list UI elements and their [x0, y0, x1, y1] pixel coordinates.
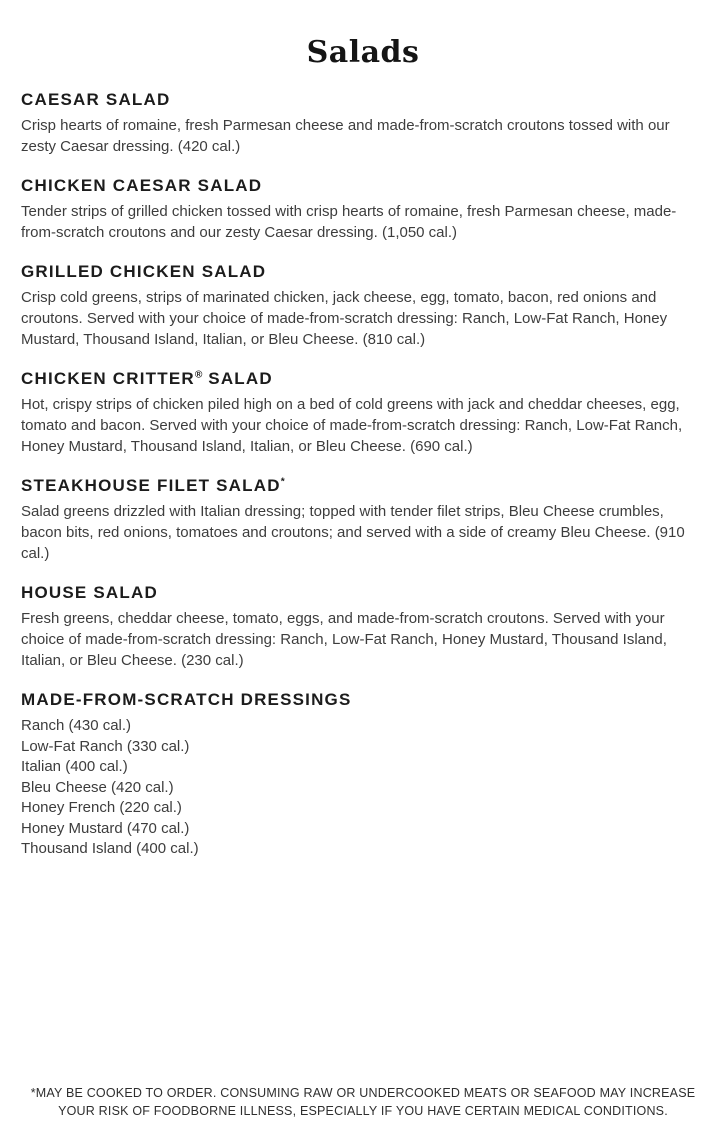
- menu-item: [21, 262, 705, 350]
- menu-item-description: Crisp cold greens, strips of marinated chicken, jack cheese, egg, tomato, bacon, red onions and croutons. Served with your choice of made-from-scratch dressing: Ranch, Low-Fat Ranch, Honey Mustard, Thousand Island, Italian, or Bleu Cheese. (810 cal.): [21, 289, 668, 348]
- dressing-item: Low-Fat Ranch (330 cal.): [21, 737, 190, 755]
- menu-item: [21, 476, 705, 564]
- dressings-section: [21, 690, 705, 860]
- menu-item-name: CAESAR SALAD: [21, 90, 171, 109]
- menu-item: [21, 176, 705, 243]
- dressings-list: [21, 716, 705, 860]
- trademark-mark: ®: [194, 369, 203, 381]
- dressings-heading: MADE-FROM-SCRATCH DRESSINGS: [21, 690, 352, 709]
- menu-item-name: CHICKEN CRITTER® SALAD: [21, 369, 273, 388]
- menu-item: [21, 369, 705, 457]
- dressing-item: Thousand Island (400 cal.): [21, 840, 199, 857]
- disclaimer-text: *MAY BE COOKED TO ORDER. CONSUMING RAW OR UNDERCOOKED MEATS OR SEAFOOD MAY INCREASE YOUR RISK OF FOODBORNE ILLNESS, ESPECIALLY IF YOU HAVE CERTAIN MEDICAL CONDITIONS.: [30, 1086, 696, 1118]
- dressing-item: Honey Mustard (470 cal.): [21, 819, 190, 837]
- menu-item-description: Hot, crispy strips of chicken piled high on a bed of cold greens with jack and cheddar cheeses, egg, tomato and bacon. Served with your choice of made-from-scratch dressing: Ranch, Low-Fat Ranch, Honey Mustard, Thousand Island, Italian, or Bleu Cheese. (690 cal.): [21, 396, 683, 455]
- menu-item-name: CHICKEN CAESAR SALAD: [21, 176, 263, 195]
- menu-item: [21, 583, 705, 671]
- disclaimer: [21, 1084, 705, 1120]
- menu-item-description: Crisp hearts of romaine, fresh Parmesan cheese and made-from-scratch croutons tossed with our zesty Caesar dressing. (420 cal.): [21, 117, 670, 155]
- menu-item-name: HOUSE SALAD: [21, 583, 158, 602]
- dressing-item: Bleu Cheese (420 cal.): [21, 778, 174, 796]
- menu-item-description: Fresh greens, cheddar cheese, tomato, eggs, and made-from-scratch croutons. Served with your choice of made-from-scratch dressing: Ranch, Low-Fat Ranch, Honey Mustard, Thousand Island, Italian, or Bleu Cheese. (230 cal.): [21, 610, 667, 669]
- menu-item-name: STEAKHOUSE FILET SALAD*: [21, 476, 285, 495]
- page-title: Salads: [306, 35, 420, 70]
- dressing-item: Ranch (430 cal.): [21, 717, 132, 734]
- menu-items: [21, 90, 705, 690]
- menu-item-name: GRILLED CHICKEN SALAD: [21, 262, 267, 281]
- menu-item-description: Tender strips of grilled chicken tossed with crisp hearts of romaine, fresh Parmesan cheese, made-from-scratch croutons and our zesty Caesar dressing. (1,050 cal.): [21, 203, 677, 241]
- dressing-item: Italian (400 cal.): [21, 758, 128, 775]
- menu-item-description: Salad greens drizzled with Italian dressing; topped with tender filet strips, Bleu Cheese crumbles, bacon bits, red onions, tomatoes and croutons; and served with a side of creamy Bleu Cheese. (910 cal.): [21, 503, 685, 562]
- menu-item: [21, 90, 705, 157]
- dressing-item: Honey French (220 cal.): [21, 799, 182, 816]
- trademark-mark: *: [280, 476, 285, 488]
